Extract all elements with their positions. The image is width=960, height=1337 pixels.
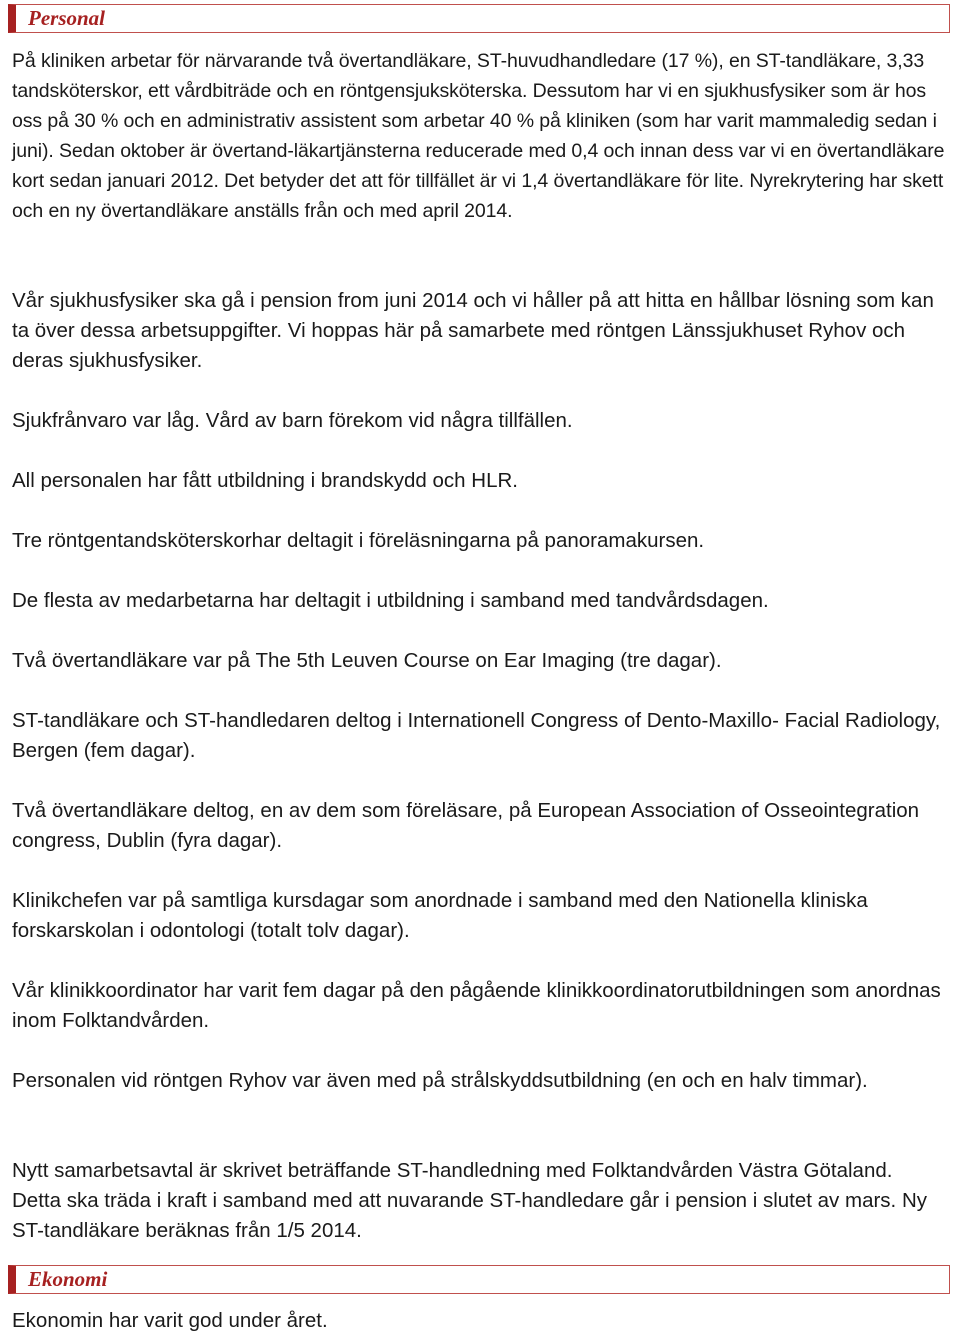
paragraph: Nytt samarbetsavtal är skrivet beträffande ST-handledning med Folktandvården Västra Götaland. Detta ska träda i kraft i samband med att nuvarande ST-handledare går i pension i slutet av mars. Ny ST-tandläkare beräknas från 1/5 2014. xyxy=(12,1159,927,1242)
paragraph: Vår klinikkoordinator har varit fem dagar på den pågående klinikkoordinatorutbildningen som anordnas inom Folktandvården. xyxy=(12,979,941,1032)
section-header-personal xyxy=(8,4,950,33)
paragraph: De flesta av medarbetarna har deltagit i utbildning i samband med tandvårdsdagen. xyxy=(12,589,769,612)
paragraph: Personalen vid röntgen Ryhov var även med på strålskyddsutbildning (en och en halv timmar). xyxy=(12,1069,868,1092)
section-title: Personal xyxy=(28,6,106,30)
paragraph: Ekonomin har varit god under året. xyxy=(12,1309,328,1332)
paragraph: Sjukfrånvaro var låg. Vård av barn förekom vid några tillfällen. xyxy=(12,409,573,432)
paragraph: På kliniken arbetar för närvarande två övertandläkare, ST-huvudhandledare (17 %), en ST-tandläkare, 3,33 tandsköterskor, ett vårdbiträde och en röntgensjuksköterska. Dessutom har vi en sjukhusfysiker som är hos oss på 30 % och en administrativ assistent som arbetar 40 % på kliniken (som har varit mammaledig sedan i juni). Sedan oktober är övertand-läkartjänsterna reducerade med 0,4 och innan dess var vi en övertandläkare kort sedan januari 2012. Det betyder det att för tillfället är vi 1,4 övertandläkare för lite. Nyrekrytering har skett och en ny övertandläkare anställs från och med april 2014. xyxy=(12,50,945,222)
paragraph: Vår sjukhusfysiker ska gå i pension from juni 2014 och vi håller på att hitta en hållbar lösning som kan ta över dessa arbetsuppgifter. Vi hoppas här på samarbete med röntgen Länssjukhuset Ryhov och deras sjukhusfysiker. xyxy=(12,289,934,372)
paragraph: All personalen har fått utbildning i brandskydd och HLR. xyxy=(12,469,518,492)
section-title: Ekonomi xyxy=(28,1267,108,1291)
paragraph: Klinikchefen var på samtliga kursdagar som anordnade i samband med den Nationella kliniska forskarskolan i odontologi (totalt tolv dagar). xyxy=(12,889,868,942)
paragraph: ST-tandläkare och ST-handledaren deltog i Internationell Congress of Dento-Maxillo- Facial Radiology, Bergen (fem dagar). xyxy=(12,709,941,762)
paragraph: Två övertandläkare deltog, en av dem som föreläsare, på European Association of Osseointegration congress, Dublin (fyra dagar). xyxy=(12,799,920,852)
paragraph: Två övertandläkare var på The 5th Leuven Course on Ear Imaging (tre dagar). xyxy=(12,649,722,672)
section-header-ekonomi xyxy=(8,1265,950,1294)
paragraph: Tre röntgentandsköterskorhar deltagit i föreläsningarna på panoramakursen. xyxy=(12,529,705,552)
